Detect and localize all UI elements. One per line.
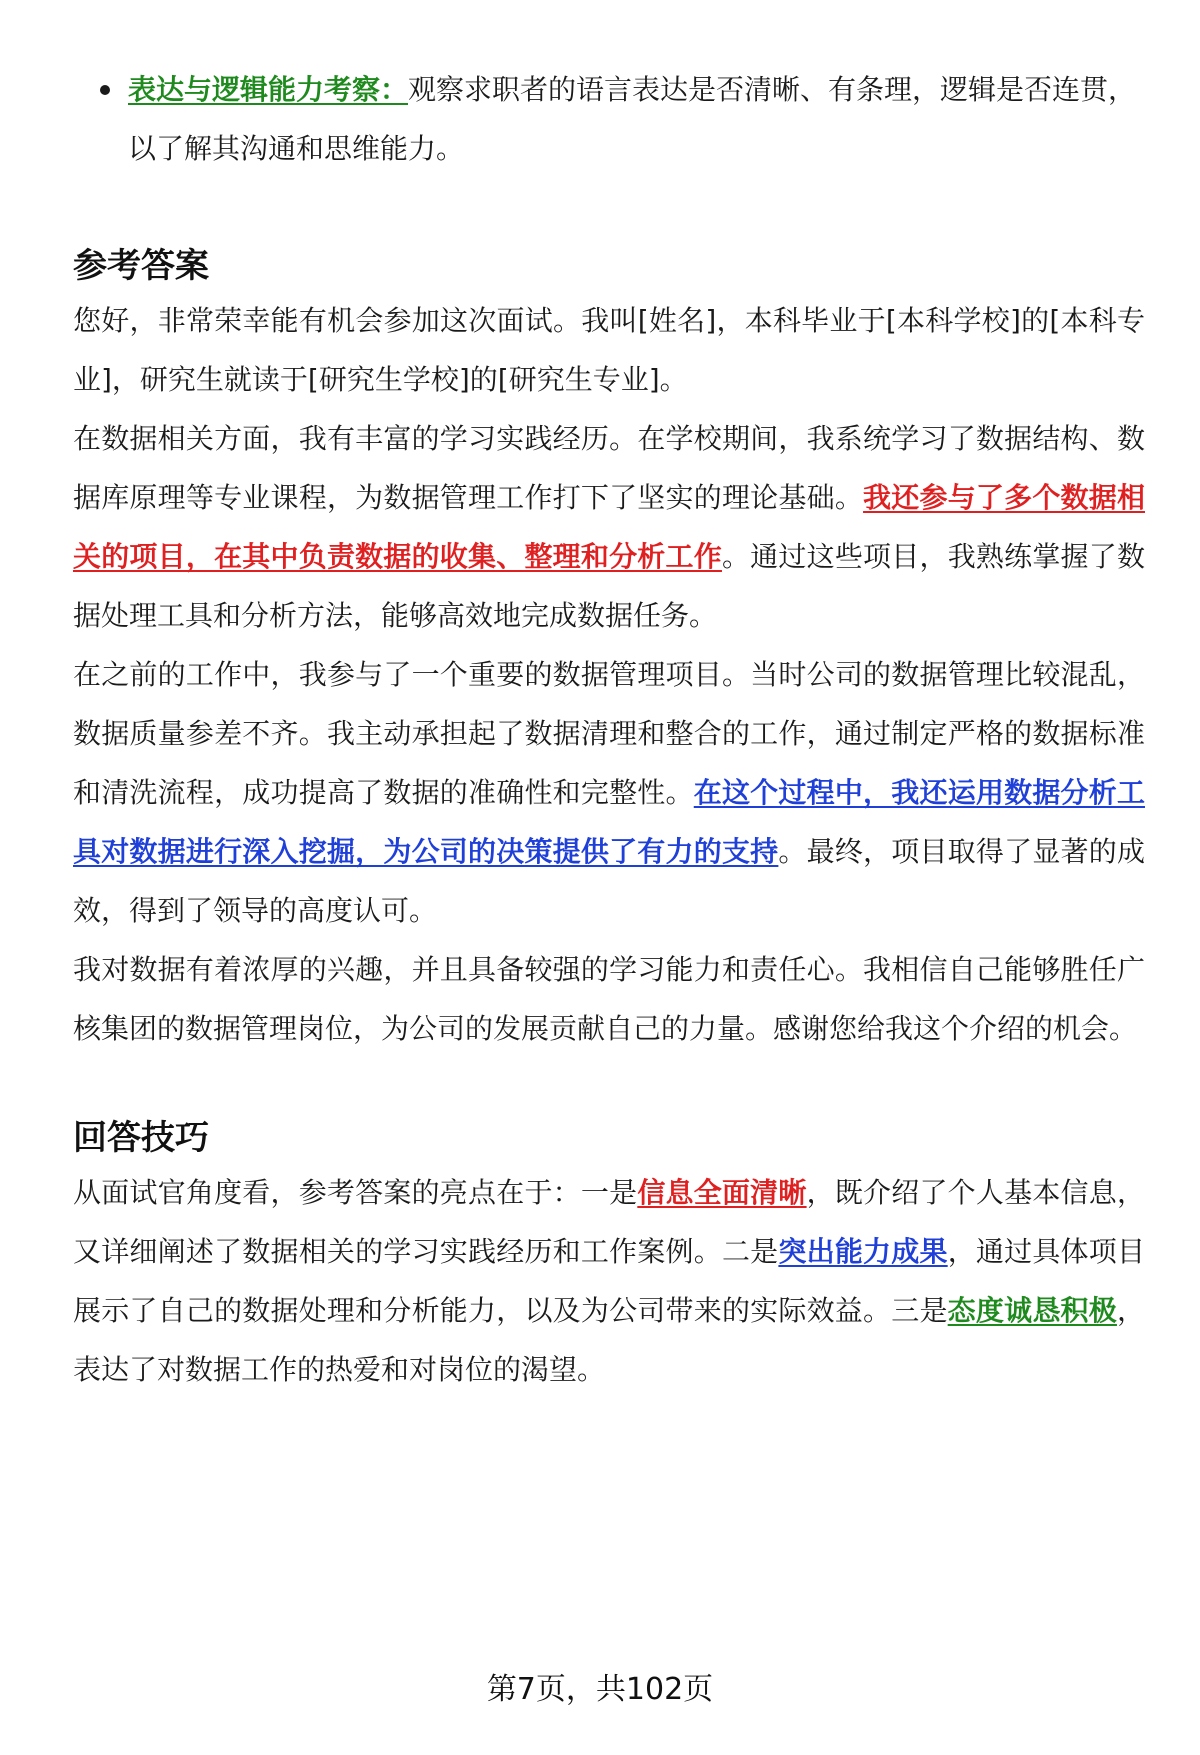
paragraph-study-text: 在数据相关方面，我有丰富的学习实践经历。在学校期间，我系统学习了数据结构、数据库原理等专业课程，为数据管理工作打下了坚实的理论基础。 (73, 422, 1145, 514)
paragraph-intro: 您好，非常荣幸能有机会参加这次面试。我叫[姓名]，本科毕业于[本科学校]的[本科专业]，研究生就读于[研究生学校]的[研究生专业]。 (73, 304, 1145, 396)
section-title-reference: 参考答案 (73, 246, 209, 286)
tips-text-3: ，通过具体项目展示了自己的数据处理和分析能力，以及为公司带来的实际效益。三是 (73, 1235, 1145, 1327)
bullet-text: 观察求职者的语言表达是否清晰、有条理，逻辑是否连贯，以了解其沟通和思维能力。 (128, 73, 1137, 165)
paragraph-work-tail: 。最终，项目取得了显著的成效，得到了领导的高度认可。 (73, 835, 1145, 927)
paragraph-work (73, 645, 1145, 940)
paragraph-closing: 我对数据有着浓厚的兴趣，并且具备较强的学习能力和责任心。我相信自己能够胜任广核集团的数据管理岗位，为公司的发展贡献自己的力量。感谢您给我这个介绍的机会。 (73, 953, 1145, 1045)
bullet-dot-icon (100, 85, 110, 95)
paragraph-work-text: 在之前的工作中，我参与了一个重要的数据管理项目。当时公司的数据管理比较混乱，数据质量参差不齐。我主动承担起了数据清理和整合的工作，通过制定严格的数据标准和清洗流程，成功提高了数据的准确性和完整性。 (73, 658, 1145, 809)
paragraph-study-tail: 。通过这些项目，我熟练掌握了数据处理工具和分析方法，能够高效地完成数据任务。 (73, 540, 1145, 632)
section-title-tips: 回答技巧 (73, 1118, 209, 1158)
page-number: 第7页，共102页 (486, 1672, 714, 1707)
highlight-projects: 我还参与了多个数据相关的项目，在其中负责数据的收集、整理和分析工作 (73, 481, 1145, 573)
bullet-list-item (73, 60, 1145, 178)
paragraph-tips (73, 1163, 1145, 1399)
tips-text-1: 从面试官角度看，参考答案的亮点在于：一是 (73, 1176, 638, 1209)
bullet-label: 表达与逻辑能力考察： (128, 73, 409, 106)
document-page (73, 60, 1145, 1399)
tips-text-2: ，既介绍了个人基本信息，又详细阐述了数据相关的学习实践经历和工作案例。二是 (73, 1176, 1145, 1268)
paragraph-study (73, 409, 1145, 645)
highlight-analysis: 在这个过程中，我还运用数据分析工具对数据进行深入挖掘，为公司的决策提供了有力的支持 (73, 776, 1145, 868)
highlight-info: 信息全面清晰 (637, 1176, 807, 1209)
highlight-ability: 突出能力成果 (778, 1235, 948, 1268)
highlight-attitude: 态度诚恳积极 (947, 1294, 1117, 1327)
tips-text-4: ，表达了对数据工作的热爱和对岗位的渴望。 (73, 1294, 1145, 1386)
